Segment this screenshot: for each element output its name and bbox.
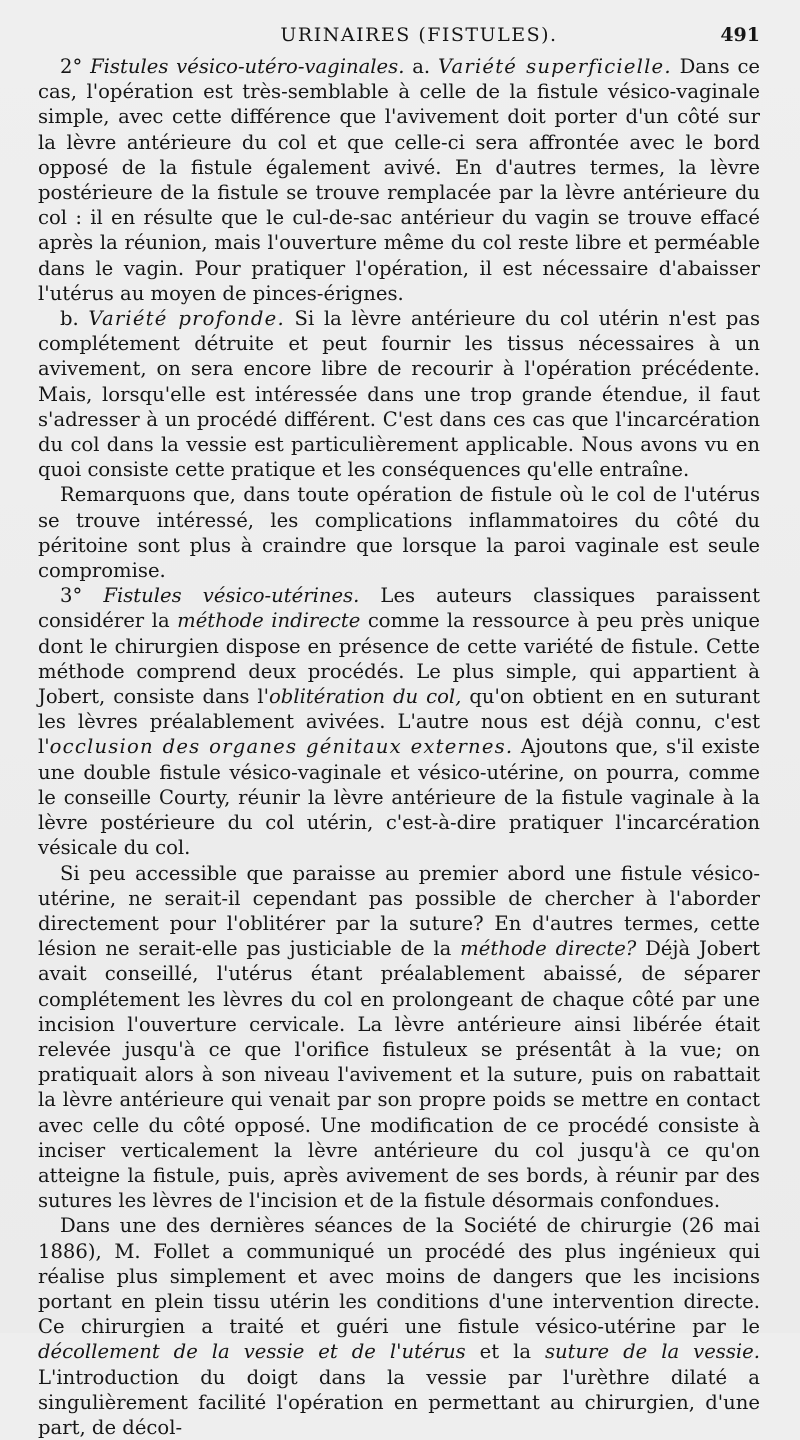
paragraph-remarquons xyxy=(38,482,760,583)
paragraph-text: Déjà Jobert avait conseillé, l'utérus étant préalablement abaissé, de séparer complétement les lèvres du col en prolongeant de chaque côté par une incision l'ouverture cervicale. La lèvre antérieure ainsi libérée était relevée jusqu'à ce que l'orifice fistuleux se présentât à la vue; on pratiquait alors à son niveau l'avivement et la suture, puis on rabattait la lèvre antérieure qui venait par son propre poids se mettre en contact avec celle du côté opposé. Une modification de ce procédé consiste à inciser verticalement la lèvre antérieure du col jusqu'à ce qu'on atteigne la fistule, puis, après avivement de ses bords, à réunir par des sutures les lèvres de l'incision et de la fistule désormais confondues. xyxy=(38,937,760,1213)
paragraph-vesico-utero-vaginal xyxy=(38,54,760,306)
paragraph-vesico-uterines xyxy=(38,583,760,860)
paragraph-text: Dans une des dernières séances de la Société de chirurgie (26 mai 1886), M. Follet a communiqué un procédé des plus ingénieux qui réalise plus simplement et avec moins de dangers que les incisions portant en plein tissu utérin les conditions d'une intervention directe. Ce chirurgien a traité et guéri une fistule vésico-utérine par le xyxy=(38,1214,760,1339)
section-heading: Fistules vésico-utérines. xyxy=(103,584,360,608)
paragraph-methode-directe xyxy=(38,861,760,1214)
paragraph-text: Ajoutons que, s'il existe une double fistule vésico-vaginale et vésico-utérine, on pourra, comme le conseille Courty, réunir la lèvre antérieure de la fistule vaginale à la lèvre postérieure du col utérin, c'est-à-dire pratiquer l'incarcération vésicale du col. xyxy=(38,735,760,860)
section-heading: Fistules vésico-utéro-vaginales. xyxy=(90,55,405,78)
paragraph-text: qu'on obtient en en suturant les lèvres préalablement avivées. L'autre nous est déjà connu, c'est l' xyxy=(38,685,760,759)
paragraph-text: Si la lèvre antérieure du col utérin n'est pas complétement détruite et peut fournir les tissus nécessaires à un avivement, on sera encore libre de recourir à l'opération précédente. Mais, lorsqu'elle est intéressée dans une trop grande étendue, il faut s'adresser à un procédé différent. C'est dans ces cas que l'incarcération du col dans la vessie est particulièrement applicable. Nous avons vu en quoi consiste cette pratique et les conséquences qu'elle entraîne. xyxy=(38,307,760,482)
paragraph-text: et la xyxy=(465,1340,545,1364)
subsection-heading: Variété profonde. xyxy=(88,307,285,331)
subsection-letter: b. xyxy=(60,307,89,331)
subsection-heading: Variété superficielle. xyxy=(437,55,672,78)
emphasis: méthode directe? xyxy=(460,937,637,961)
section-number: 2° xyxy=(60,55,91,78)
page-number: 491 xyxy=(720,24,760,46)
emphasis: suture de la vessie. xyxy=(545,1340,760,1364)
section-number: 3° xyxy=(60,584,104,608)
paragraph-text: Remarquons que, dans toute opération de fistule où le col de l'utérus se trouve intéressé, les complications inflammatoires du côté du péritoine sont plus à craindre que lorsque la paroi vaginale est seule compromise. xyxy=(38,483,760,583)
running-head xyxy=(38,24,760,54)
subsection-letter: a. xyxy=(404,55,438,78)
paragraph-text: Les auteurs classiques paraissent considérer la xyxy=(38,584,760,633)
paragraph-text: comme la ressource à peu près unique dont le chirurgien dispose en présence de cette variété de fistule. Cette méthode comprend deux procédés. Le plus simple, qui appartient à Jobert, consiste dans l' xyxy=(38,609,760,709)
paragraph-text: Dans ce cas, l'opération est très-semblable à celle de la fistule vésico-vaginale simple, avec cette différence que l'avivement doit porter d'un côté sur la lèvre antérieure du col et que celle-ci sera affrontée avec le bord opposé de la fistule également avivé. En d'autres termes, la lèvre postérieure de la fistule se trouve remplacée par la lèvre antérieure du col : il en résulte que le cul-de-sac antérieur du vagin se trouve effacé après la réunion, mais l'ouverture même du col reste libre et perméable dans le vagin. Pour pratiquer l'opération, il est nécessaire d'abaisser l'utérus au moyen de pinces-érignes. xyxy=(38,55,761,305)
running-head-title: URINAIRES (FISTULES). xyxy=(280,24,558,46)
emphasis: occlusion des organes génitaux externes. xyxy=(49,735,514,759)
emphasis: oblitération du col, xyxy=(269,685,462,709)
paragraph-text: Si peu accessible que paraisse au premier abord une fistule vésico-utérine, ne serait-il cependant pas possible de chercher à l'aborder directement pour l'oblitérer par la suture? En d'autres termes, cette lésion ne serait-elle pas justiciable de la xyxy=(38,861,760,961)
paragraph-variete-profonde xyxy=(38,306,760,482)
paragraph-follet xyxy=(38,1213,760,1440)
paragraph-text: L'introduction du doigt dans la vessie par l'urèthre dilaté a singulièrement facilité l'opération en permettant au chirurgien, d'une part, de décol- xyxy=(38,1365,760,1439)
emphasis: décollement de la vessie et de l'utérus xyxy=(38,1340,466,1364)
emphasis: méthode indirecte xyxy=(177,609,361,633)
